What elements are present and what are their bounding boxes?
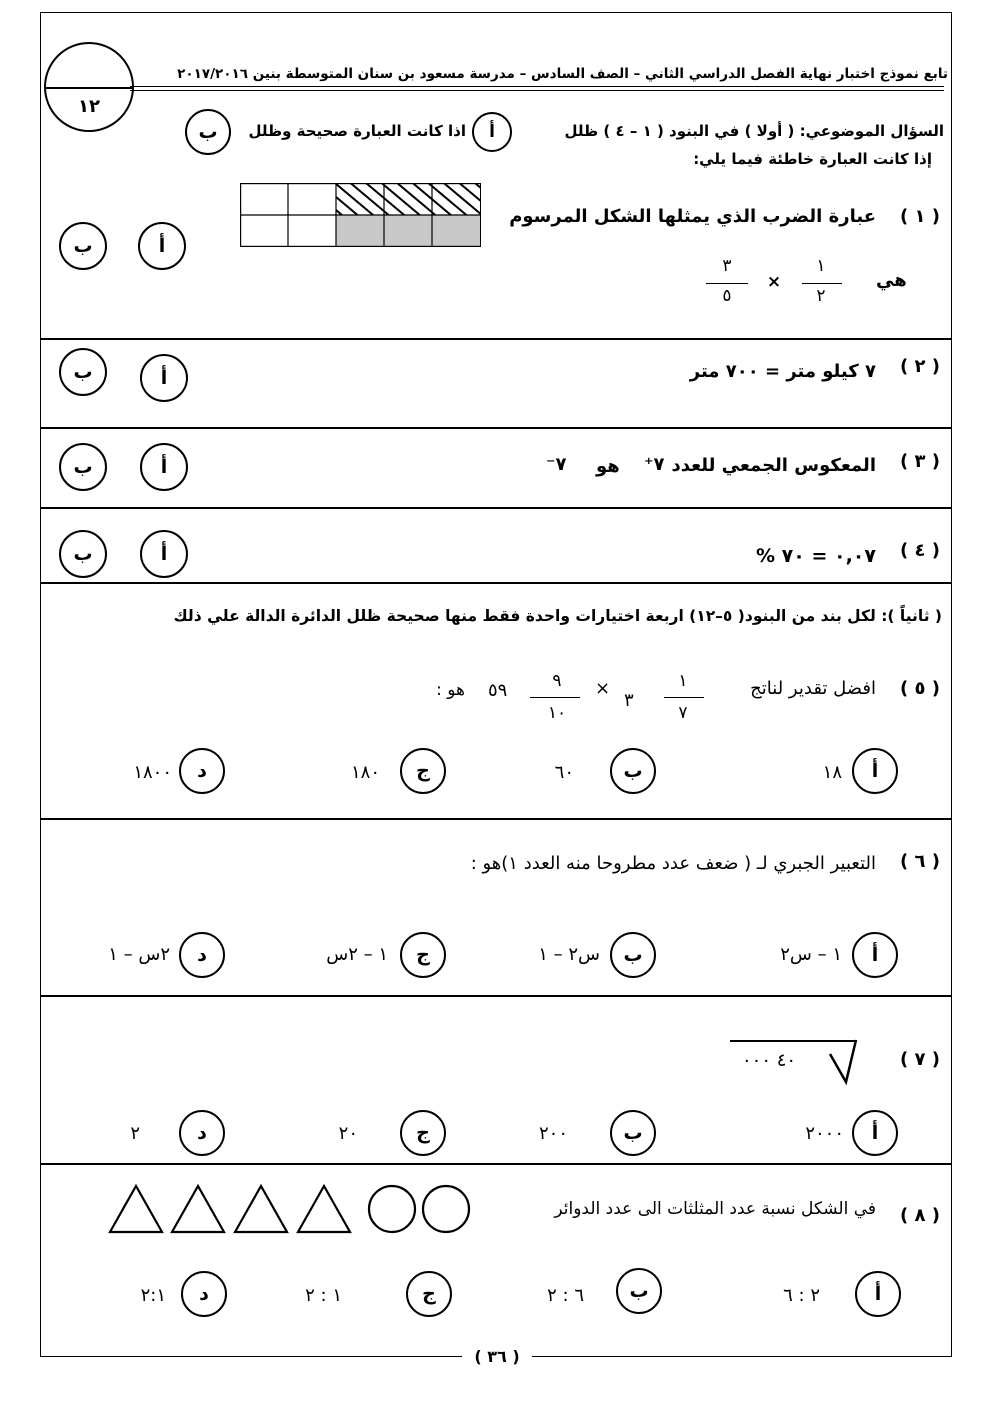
- q1-is-label: هي: [876, 270, 907, 291]
- q7-radicand: ٤٠ ٠٠٠: [742, 1050, 797, 1071]
- q5-option-c-value: ١٨٠: [350, 762, 380, 783]
- q5-whole2: ٥٩: [488, 680, 508, 701]
- q1-text: عبارة الضرب الذي يمثلها الشكل المرسوم: [509, 206, 876, 227]
- q5-number: ( ٥ ): [900, 678, 940, 699]
- q1-frac2-num: ٣: [722, 256, 732, 276]
- q5-option-b-value: ٦٠: [554, 762, 574, 783]
- q5-frac1-num: ١: [678, 671, 688, 691]
- q5-frac2-num: ٩: [552, 671, 562, 691]
- q7-radical-sign: [828, 1036, 878, 1086]
- q6-option-d-value: ٢س – ١: [108, 944, 170, 965]
- q3-value2: ⁻٧: [546, 454, 567, 475]
- q2-choice-a[interactable]: أ: [140, 354, 188, 402]
- q6-option-a-value: ١ – س٢: [780, 944, 842, 965]
- circle-shape: [423, 1186, 469, 1232]
- divider-3: [40, 507, 952, 509]
- q7-option-c[interactable]: ج: [400, 1110, 446, 1156]
- q5-option-a[interactable]: أ: [852, 748, 898, 794]
- q8-option-c[interactable]: ج: [406, 1271, 452, 1317]
- triangle-shape: [298, 1186, 350, 1232]
- q5-frac2-bar: [530, 697, 580, 698]
- q6-number: ( ٦ ): [900, 851, 940, 872]
- q6-option-c[interactable]: ج: [400, 932, 446, 978]
- q4-choice-b[interactable]: ب: [59, 530, 107, 578]
- q5-text: افضل تقدير لناتج: [750, 678, 876, 699]
- divider-2: [40, 427, 952, 429]
- divider-7: [40, 1163, 952, 1165]
- page-number: ( ٣٦ ): [462, 1347, 532, 1366]
- q7-number: ( ٧ ): [900, 1049, 940, 1070]
- q8-option-d-value: ٢:١: [140, 1285, 166, 1306]
- q1-frac1-bar: [802, 283, 842, 284]
- q6-option-c-value: ١ – ٢س: [326, 944, 388, 965]
- q2-number: ( ٢ ): [900, 356, 940, 377]
- q3-choice-a[interactable]: أ: [140, 443, 188, 491]
- divider-6: [40, 995, 952, 997]
- q1-choice-b[interactable]: ب: [59, 222, 107, 270]
- q5-frac2-den: ١٠: [547, 703, 567, 723]
- q7-option-b-value: ٢٠٠: [538, 1123, 568, 1144]
- q8-number: ( ٨ ): [900, 1205, 940, 1226]
- q1-frac1-num: ١: [816, 256, 826, 276]
- score-value: ١٢: [78, 96, 100, 117]
- score-circle: [44, 42, 134, 132]
- q5-frac1-den: ٧: [678, 703, 688, 723]
- q7-option-d-value: ٢: [130, 1123, 140, 1144]
- q7-option-c-value: ٢٠: [338, 1123, 358, 1144]
- circle-shape: [369, 1186, 415, 1232]
- q5-option-c[interactable]: ج: [400, 748, 446, 794]
- q8-shapes-figure: [106, 1182, 476, 1236]
- instruction-circle-a: أ: [472, 112, 512, 152]
- q8-option-a[interactable]: أ: [855, 1271, 901, 1317]
- q1-frac1-den: ٢: [816, 286, 826, 306]
- q8-option-c-value: ١ : ٢: [305, 1285, 342, 1306]
- q3-value1: ⁺٧: [644, 454, 665, 475]
- q7-option-a[interactable]: أ: [852, 1110, 898, 1156]
- triangle-shape: [110, 1186, 162, 1232]
- instruction-line-1b: اذا كانت العبارة صحيحة وظلل: [248, 122, 466, 140]
- q7-option-b[interactable]: ب: [610, 1110, 656, 1156]
- q4-choice-a[interactable]: أ: [140, 530, 188, 578]
- q5-times: ×: [595, 678, 611, 699]
- q8-option-b-value: ٦ : ٢: [547, 1285, 584, 1306]
- q4-number: ( ٤ ): [900, 540, 940, 561]
- divider-4: [40, 582, 952, 584]
- q5-option-d-value: ١٨٠٠: [133, 762, 172, 783]
- q4-text: ٠,٠٧ = ٧٠ %: [755, 545, 876, 567]
- q2-text: ٧ كيلو متر = ٧٠٠ متر: [689, 361, 876, 382]
- q5-option-b[interactable]: ب: [610, 748, 656, 794]
- divider-1: [40, 338, 952, 340]
- q6-option-d[interactable]: د: [179, 932, 225, 978]
- q8-text: في الشكل نسبة عدد المثلثات الى عدد الدوائر: [554, 1199, 876, 1219]
- q7-radical-bar: [730, 1040, 857, 1042]
- q5-option-a-value: ١٨: [822, 762, 842, 783]
- q3-number: ( ٣ ): [900, 451, 940, 472]
- q3-choice-b[interactable]: ب: [59, 443, 107, 491]
- q1-choice-a[interactable]: أ: [138, 222, 186, 270]
- q2-choice-b[interactable]: ب: [59, 348, 107, 396]
- triangle-shape: [172, 1186, 224, 1232]
- q6-option-b[interactable]: ب: [610, 932, 656, 978]
- q3-is-label: هو: [596, 456, 620, 477]
- q6-option-a[interactable]: أ: [852, 932, 898, 978]
- q1-times: ×: [766, 272, 782, 292]
- q6-option-b-value: س٢ – ١: [538, 944, 600, 965]
- header-underline-2: [130, 90, 944, 91]
- divider-5: [40, 818, 952, 820]
- triangle-shape: [235, 1186, 287, 1232]
- header-underline: [130, 86, 944, 87]
- q5-frac1-bar: [664, 697, 704, 698]
- header-title: تابع نموذج اختبار نهاية الفصل الدراسي الثاني – الصف السادس – مدرسة مسعود بن سنان المتوسطة بنين ٢٠١٧/٢٠١٦: [177, 66, 948, 82]
- q1-grid-figure: [240, 183, 481, 247]
- q3-text: المعكوس الجمعي للعدد: [671, 455, 876, 476]
- q1-frac2-bar: [706, 283, 748, 284]
- q5-option-d[interactable]: د: [179, 748, 225, 794]
- q7-option-d[interactable]: د: [179, 1110, 225, 1156]
- q8-option-d[interactable]: د: [181, 1271, 227, 1317]
- q1-frac2-den: ٥: [722, 286, 732, 306]
- q8-option-a-value: ٢ : ٦: [783, 1285, 820, 1306]
- q7-option-a-value: ٢٠٠٠: [805, 1123, 844, 1144]
- q5-tail: هو :: [436, 680, 465, 700]
- q6-text: التعبير الجبري لـ ( ضعف عدد مطروحا منه العدد ١)هو :: [470, 853, 876, 874]
- q5-whole1: ٣: [624, 690, 634, 711]
- q8-option-b[interactable]: ب: [616, 1268, 662, 1314]
- q1-number: ( ١ ): [900, 206, 940, 227]
- instruction-line-2: إذا كانت العبارة خاطئة فيما يلي:: [693, 150, 932, 168]
- instruction-circle-b: ب: [185, 109, 231, 155]
- instruction-line-1a: السؤال الموضوعي: ( أولا ) في البنود ( ١ – ٤ ) ظلل: [564, 122, 944, 140]
- section2-heading: ( ثانياً ): لكل بند من البنود( ٥–١٢) اربعة اختيارات واحدة فقط منها صحيحة ظلل الدائرة الدالة علي ذلك: [173, 607, 942, 625]
